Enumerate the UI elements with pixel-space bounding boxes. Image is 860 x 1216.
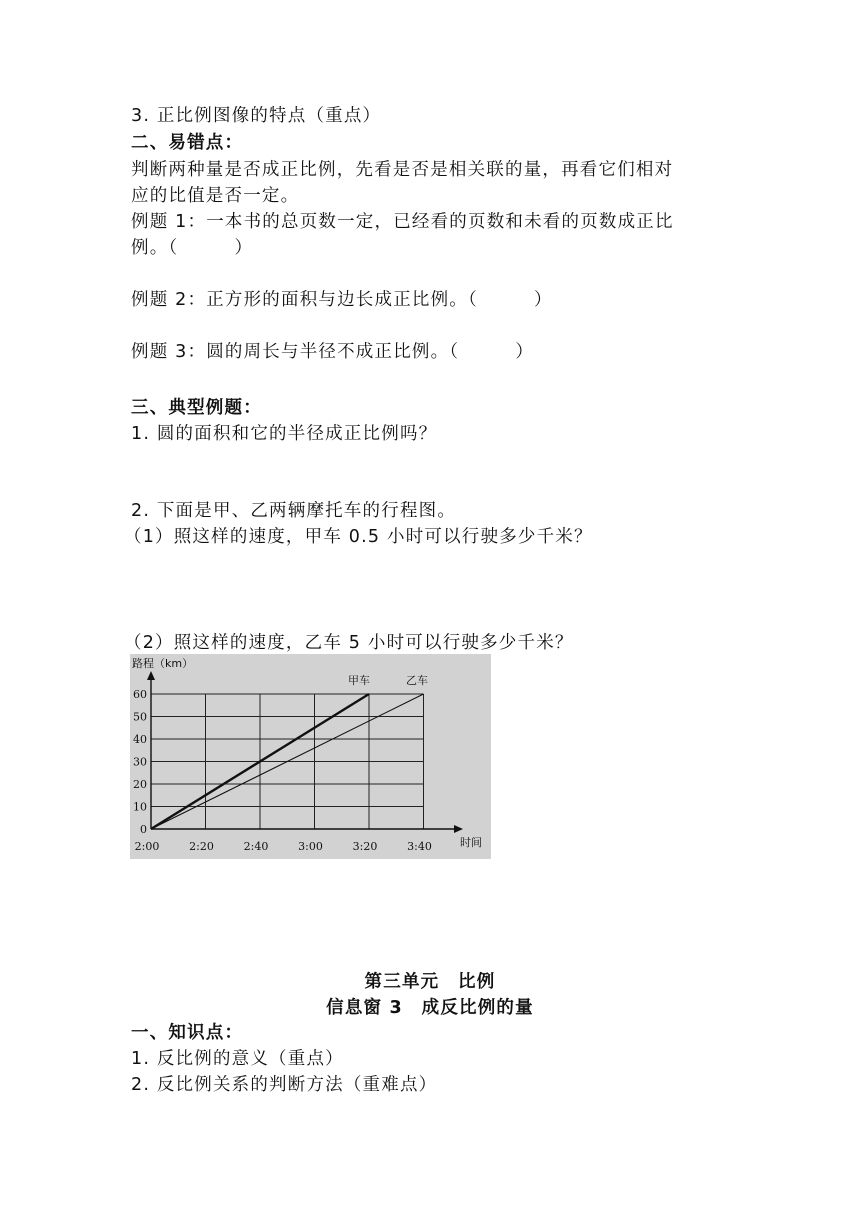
- item-3: 3. 正比例图像的特点（重点）: [131, 106, 382, 126]
- y-axis-arrow: [147, 671, 155, 680]
- question-2-1: （1）照这样的速度，甲车 0.5 小时可以行驶多少千米？: [124, 527, 593, 547]
- example-2: 例题 2：正方形的面积与边长成正比例。（ ）: [131, 290, 553, 310]
- question-1: 1. 圆的面积和它的半径成正比例吗？: [131, 424, 438, 444]
- x-tick-label: 3:40: [407, 840, 432, 853]
- unit-title: 第三单元 比例: [364, 972, 496, 992]
- y-tick-label: 20: [133, 778, 147, 791]
- tip-line-2: 应的比值是否一定。: [131, 186, 300, 206]
- travel-chart: [130, 654, 491, 859]
- x-tick-label: 2:20: [189, 840, 214, 853]
- y-tick-label: 0: [140, 823, 147, 836]
- x-tick-label: 3:20: [352, 840, 378, 853]
- example-1-line-2: 例。（ ）: [131, 238, 254, 258]
- travel-chart-photo: [130, 654, 491, 859]
- series-label-yi: 乙车: [406, 674, 428, 687]
- y-tick-label: 60: [133, 688, 147, 701]
- example-3: 例题 3：圆的周长与半径不成正比例。（ ）: [131, 342, 535, 362]
- y-tick-label: 40: [133, 733, 147, 746]
- question-2-2: （2）照这样的速度，乙车 5 小时可以行驶多少千米？: [124, 633, 574, 653]
- x-tick-label: 3:00: [298, 840, 323, 853]
- heading-mistakes: 二、易错点：: [131, 133, 244, 153]
- y-tick-label: 50: [133, 710, 147, 724]
- knowledge-item-1: 1. 反比例的意义（重点）: [131, 1049, 344, 1069]
- x-tick-label: 2:40: [243, 840, 269, 853]
- heading-knowledge: 一、知识点：: [131, 1023, 244, 1043]
- window-title: 信息窗 3 成反比例的量: [326, 998, 534, 1018]
- heading-typical: 三、典型例题：: [131, 398, 262, 418]
- y-axis-label: 路程（km）: [132, 657, 194, 670]
- tip-line-1: 判断两种量是否成正比例，先看是否是相关联的量，再看它们相对: [131, 160, 674, 180]
- example-1-line-1: 例题 1：一本书的总页数一定，已经看的页数和未看的页数成正比: [131, 212, 674, 232]
- x-tick-label: 2:00: [134, 840, 160, 853]
- knowledge-item-2: 2. 反比例关系的判断方法（重难点）: [131, 1075, 438, 1095]
- y-tick-label: 30: [133, 755, 147, 769]
- x-axis-arrow: [454, 825, 463, 833]
- x-axis-label: 时间: [460, 836, 482, 849]
- y-tick-label: 10: [133, 800, 147, 814]
- question-2: 2. 下面是甲、乙两辆摩托车的行程图。: [131, 501, 457, 521]
- series-label-jia: 甲车: [348, 674, 370, 687]
